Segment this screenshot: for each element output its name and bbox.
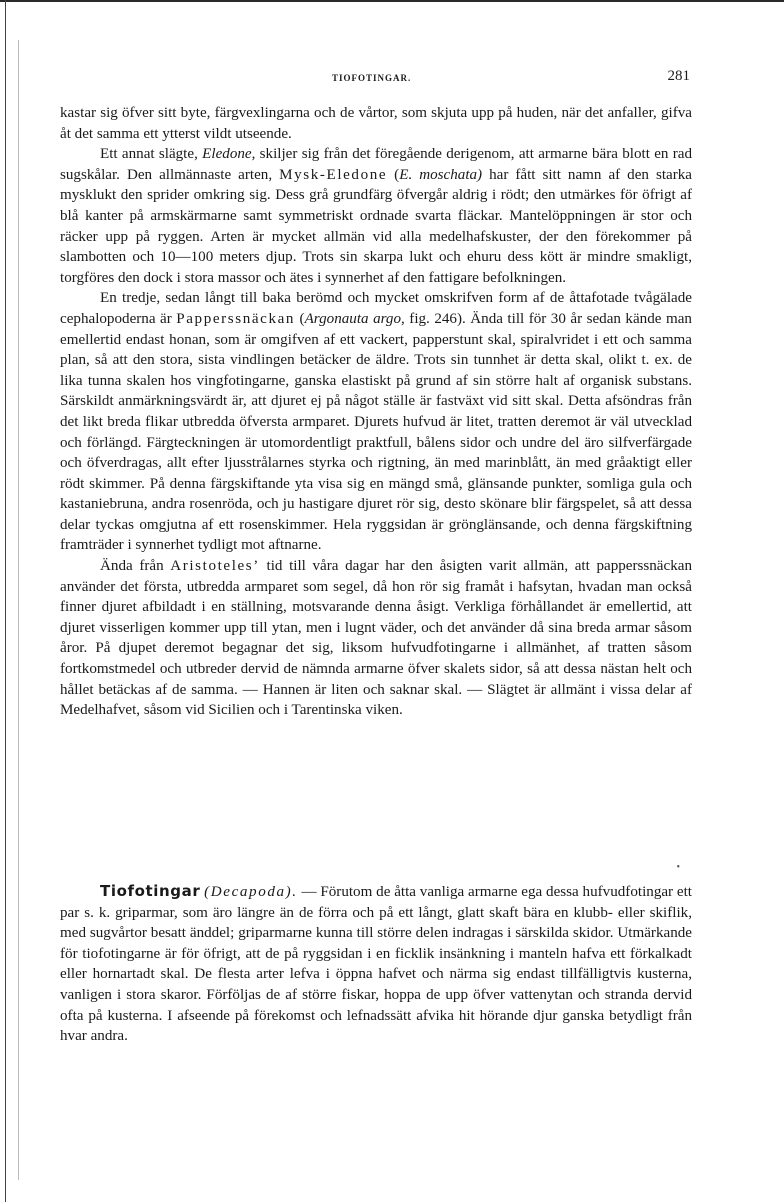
p3-text-a: En tredje, sedan långt till baka berömd och mycket omskrifven form af de åttafotade tvågälade cephalopoderna är — [60, 290, 692, 327]
p2-text-g: har fått sitt namn af den starka mysklukt den sprider omkring sig. Dess grå grundfärg öfvergår aldrig i rödt; den utmärkes för öfrigt af blå kanter på armskärmarne samt symmetriskt ordnade svarta fläckar. Mantelöppningen är stor och räcker upp på ryggen. Arten är mycket allmän vid alla medelhafskuster, der den förekommer på slambotten och 10—100 meters djup. Trots sin skarpa lukt och ehuru dess kött är mindre smakligt, torgföres den dock i stora massor och ätes i synnerhet af den fattigare befolkningen. — [60, 166, 692, 286]
page-left-edge — [5, 0, 6, 1202]
p2-text-e: ( — [387, 166, 400, 183]
paragraph-1 — [60, 103, 692, 144]
paragraph-2 — [60, 144, 692, 288]
body-text — [60, 103, 692, 721]
latin-e-moschata: E. moschata) — [399, 166, 483, 183]
paragraph-4 — [60, 556, 692, 721]
p2-text-a: Ett annat slägte, — [100, 146, 203, 163]
page-header — [60, 68, 690, 88]
section-latin-name: (Decapoda). — [204, 884, 298, 900]
page-top-edge — [0, 0, 784, 6]
paragraph-3 — [60, 288, 692, 556]
section-paragraph — [60, 881, 692, 1047]
page-number: 281 — [667, 68, 690, 84]
dot-mark: • — [676, 862, 680, 873]
name-aristoteles: Aristoteles’ — [170, 558, 260, 575]
p3-text-c: ( — [295, 310, 305, 327]
species-papperssnackan: Papperssnäckan — [176, 310, 296, 327]
p4-text-a: Ända från — [100, 558, 171, 575]
p3-text-e: , fig. 246). Ända till för 30 år sedan kände man emellertid endast honan, som är omgifven af ett vackert, papperstunt skal, spiralvridet i ett och samma plan, så att den stora, sista vindlingen betäcker de äldre. Trots sin tunnhet är detta skal, olikt t. ex. de lika tunna skalen hos vingfotingarne, ganska elastiskt på grund af sin större halt af organisk substans. Särskildt anmärkningsvärdt är, att djuret ej på något ställe är fastväxt vid sitt skal. Detta afsöndras från det likt breda flikar utbredda öfversta armparet. Djurets hufvud är litet, tratten deremot är väl utvecklad och förlängd. Färgteckningen är utomordentligt praktfull, bålens sidor och undre del äro silfverfärgade och öfverdragas, allt efter ljusstrålarnes styrka och rigtning, än med marinblått, än med gråaktigt eller rödt skimmer. På denna färgskiftande yta visa sig en mängd små, glänsande punkter, somliga gula och kastaniebruna, andra rosenröda, och ju hastigare djuret rör sig, desto skönare blir färgspelet, så att dessa delar tyckas omgjutna af ett rosenskimmer. Hela ryggsidan är grönglänsande, och denna färgskiftning framträder i synnerhet tydligt mot aftnarne. — [60, 310, 692, 554]
p4-text-c: tid till våra dagar har den åsigten varit allmän, att papperssnäckan använder det första, utbredda armparet som segel, då hon rör sig framåt i hafsytan, hvadan man också finner djuret afbildadt i en ställning, motsvarande denna åsigt. Verkliga förhållandet är emellertid, att djuret visserligen kommer upp till ytan, men i lugnt väder, och det använder då sina breda armar såsom åror. På djupet deremot begagnar det sig, liksom hufvudfotingarne i allmänhet, af tratten såsom fortkomstmedel och utbreder dervid de nämnda armarne öfver skalets sidor, så att dessa nästan helt och hållet betäckas af de samma. — Hannen är liten och saknar skal. — Slägtet är allmänt i vissa delar af Medelhafvet, såsom vid Sicilien och i Tarentinska viken. — [60, 558, 693, 719]
running-head: TIOFOTINGAR. — [332, 73, 412, 83]
section-tiofotingar — [60, 881, 692, 1047]
section-heading: Tiofotingar — [100, 882, 201, 900]
section-text: — Förutom de åtta vanliga armarne ega dessa hufvudfotingar ett par s. k. griparmar, som äro längre än de förra och på ett långt, glatt skaft bära en klubb- eller skiflik, med sugvårtor besatt änddel; griparmarne kunna till större delen indragas i särskilda skidor. Utmärkande för tiofotingarne är för öfrigt, att de på ryggsidan i en ficklik insänkning i manteln hafva ett förkalkadt eller hornartadt skal. De flesta arter lefva i öppna hafvet och närma sig endast tillfälligtvis kusterna, vanligen i stora skaror. Förföljas de af större fiskar, hoppa de upp öfver vattenytan och stranda dervid ofta på kusterna. I afseende på förekomst och lefnadssätt afvika hit hörande djur ganska betydligt från hvar andra. — [60, 884, 692, 1045]
section-break — [60, 862, 692, 872]
page-inner-edge — [18, 40, 19, 1180]
paragraph-1-text: kastar sig öfver sitt byte, färgvexlingarna och de vårtor, som skjuta upp på huden, när det anfaller, gifva åt det samma ett ytterst vildt utseende. — [60, 105, 692, 142]
genus-eledone: Eledone, — [202, 146, 256, 163]
p2-text-c: skiljer sig från det föregående derigenom, att armarne bära blott en rad sugskålar. Den allmännaste arten, — [60, 146, 692, 183]
latin-argonauta-argo: Argonauta argo — [304, 310, 402, 327]
species-mysk-eledone: Mysk-Eledone — [279, 166, 388, 183]
